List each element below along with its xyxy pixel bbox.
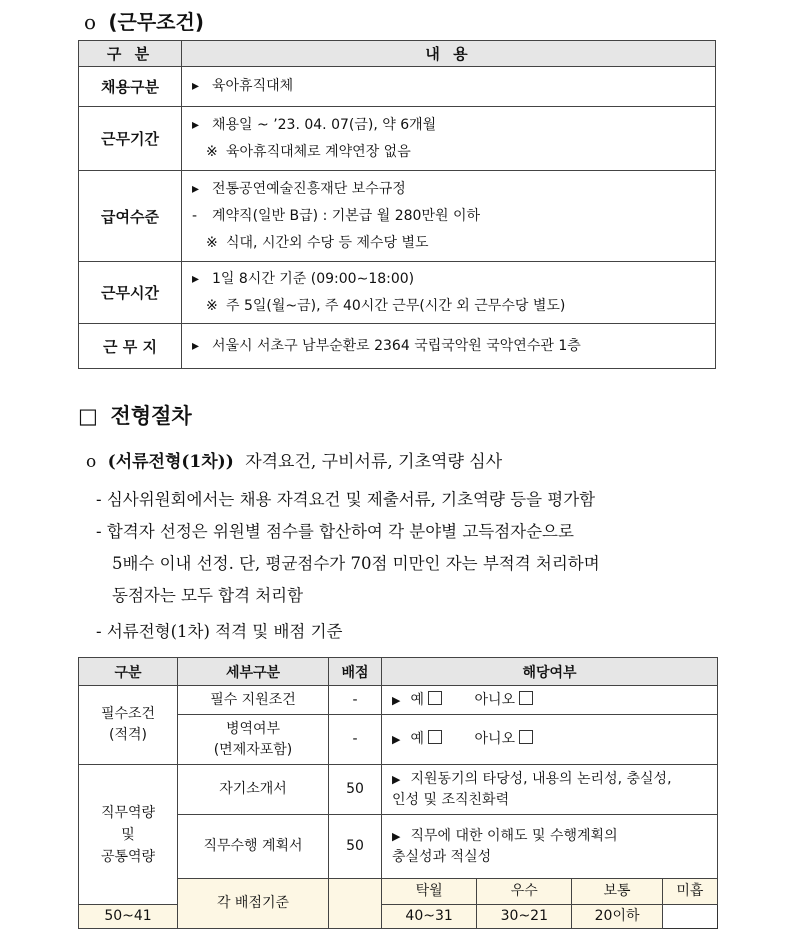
table-row: 채용구분 ▸ 육아휴직대체 [79, 67, 716, 107]
row-line: 전통공연예술진흥재단 보수규정 [212, 180, 406, 197]
table-row: 급여수준 ▸ 전통공연예술진흥재단 보수규정 - 계약직(일반 B급) : 기본급 월 280만원 이하 ※ 식대, 시간외 수당 등 제수당 별도 [79, 171, 716, 262]
work-conditions-table [78, 40, 716, 369]
row-line: 1일 8시간 기준 (09:00∼18:00) [212, 270, 415, 287]
heading-marker: o [84, 10, 97, 34]
row-label: 근무기간 [79, 107, 182, 171]
heading-text: (근무조건) [108, 10, 204, 34]
row-label: 채용구분 [79, 67, 182, 107]
table-row: 직무역량 및 공통역량 자기소개서 50 ▶ 지원동기의 타당성, 내용의 논리성, 충실성, 인성 및 조직친화력 [79, 765, 718, 815]
table-row: 필수조건 (적격) 필수 지원조건 - ▶ 예 아니오 [79, 686, 718, 715]
list-item: - 심사위원회에서는 채용 자격요건 및 제출서류, 기초역량 등을 평가함 [96, 490, 596, 509]
list-item: - 합격자 선정은 위원별 점수를 합산하여 각 분야별 고득점자순으로 [96, 522, 574, 541]
table-row: 각 배점기준 탁월 우수 보통 미흡 [79, 879, 718, 905]
row-label: 근무시간 [79, 262, 182, 324]
group-competency: 직무역량 및 공통역량 [79, 765, 178, 905]
row-line: 식대, 시간외 수당 등 제수당 별도 [226, 234, 429, 251]
row-line: 육아휴직대체로 계약연장 없음 [226, 143, 411, 160]
checkbox-icon [428, 730, 442, 744]
checkbox-icon [519, 730, 533, 744]
section-title-text: 전형절차 [110, 404, 192, 428]
table-row: 50~41 40~31 30~21 20이하 [79, 905, 718, 929]
table-row: 직무수행 계획서 50 ▶ 직무에 대한 이해도 및 수행계획의 충실성과 적실성 [79, 815, 718, 879]
score-criteria-table [78, 657, 718, 929]
checkbox-icon [428, 691, 442, 705]
screening-bold: (서류전형(1차)) [107, 452, 234, 472]
header-content: 내 용 [182, 41, 716, 67]
screening-rest: 자격요건, 구비서류, 기초역량 심사 [245, 452, 503, 472]
screening-heading: o (서류전형(1차)) 자격요건, 구비서류, 기초역량 심사 [86, 452, 503, 472]
table-row: 병역여부 (면제자포함) - ▶ 예 아니오 [79, 715, 718, 765]
table-row: 근무시간 ▸ 1일 8시간 기준 (09:00∼18:00) ※ 주 5일(월~금), 주 40시간 근무(시간 외 근무수당 별도) [79, 262, 716, 324]
row-line: 육아휴직대체 [212, 78, 294, 94]
list-item: - 서류전형(1차) 적격 및 배점 기준 [96, 622, 343, 641]
row-line: 주 5일(월~금), 주 40시간 근무(시간 외 근무수당 별도) [226, 297, 566, 314]
table-header-row [79, 41, 716, 67]
checkbox-icon [519, 691, 533, 705]
checkbox-square-icon: □ [78, 404, 98, 428]
row-label: 근 무 지 [79, 324, 182, 369]
table-row: 근 무 지 ▸ 서울시 서초구 남부순환로 2364 국립국악원 국악연수관 1층 [79, 324, 716, 369]
table-header-row: 구분 세부구분 배점 해당여부 [79, 658, 718, 686]
row-line: 계약직(일반 B급) : 기본급 월 280만원 이하 [212, 207, 481, 224]
row-line: 채용일 ~ ’23. 04. 07(금), 약 6개월 [212, 116, 437, 133]
row-line: 서울시 서초구 남부순환로 2364 국립국악원 국악연수관 1층 [212, 337, 581, 354]
work-conditions-heading [84, 6, 204, 35]
row-label: 급여수준 [79, 171, 182, 262]
table-row: 근무기간 ▸ 채용일 ~ ’23. 04. 07(금), 약 6개월 ※ 육아휴직대체로 계약연장 없음 [79, 107, 716, 171]
group-required: 필수조건 (적격) [79, 686, 178, 765]
screening-list: - 심사위원회에서는 채용 자격요건 및 제출서류, 기초역량 등을 평가함 - 합격자 선정은 위원별 점수를 합산하여 각 분야별 고득점자순으로 5배수 이내 선정. 단, 평균점수가 70점 미만인 자는 부적격 처리하며 동점자는 모두 합격 처리함 - 서류전형(1차) 적격 및 배점 기준 [96, 484, 726, 648]
header-category: 구 분 [79, 41, 182, 67]
section-title [78, 400, 192, 430]
